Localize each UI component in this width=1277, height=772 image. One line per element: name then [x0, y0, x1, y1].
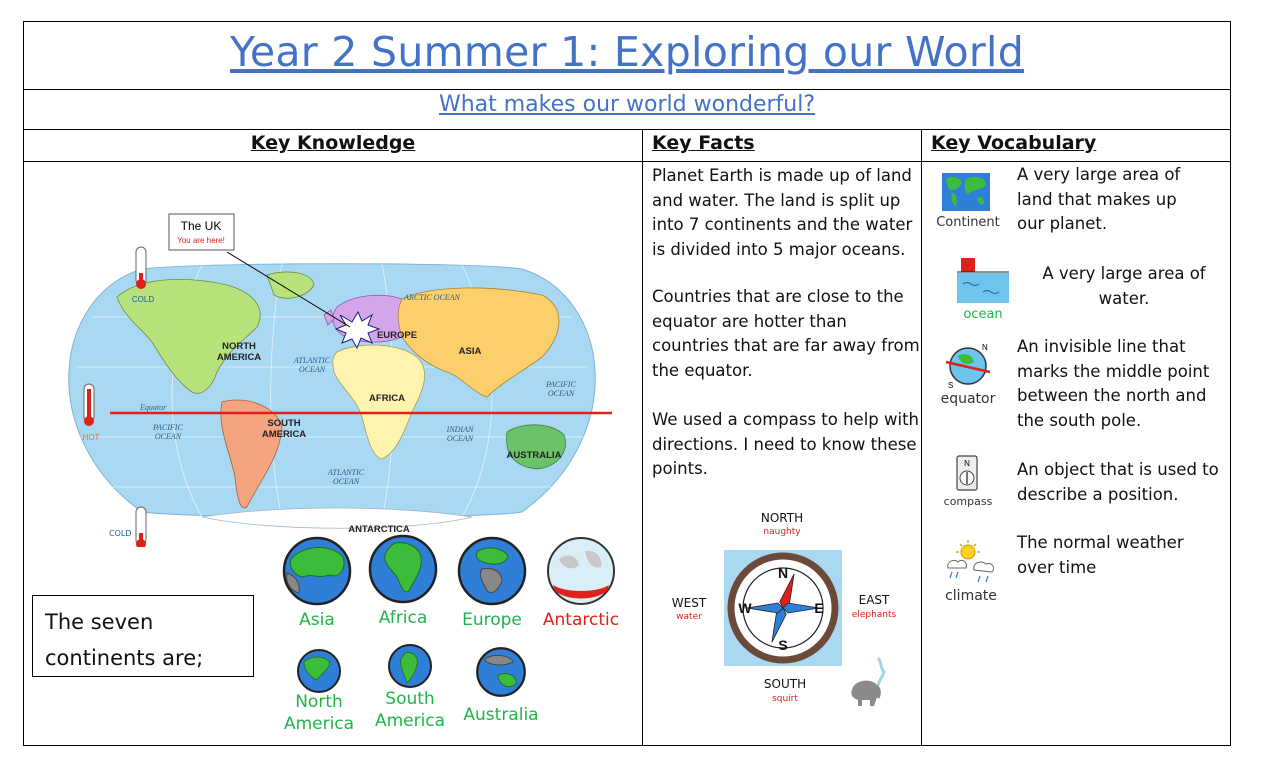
divider — [24, 89, 1230, 90]
ocean-icon — [957, 256, 1009, 308]
vocab-label-climate: climate — [945, 588, 997, 604]
vocab-label-continent: Continent — [936, 215, 1000, 230]
africa-label: Africa — [378, 608, 428, 628]
label-pacific-e-1: PACIFIC — [546, 380, 576, 389]
label-antarctica: ANTARCTICA — [348, 524, 410, 535]
page-subtitle: What makes our world wonderful? — [438, 92, 816, 117]
label-pacific-e-2: OCEAN — [547, 389, 575, 398]
label-atlantic-s-2: OCEAN — [332, 477, 360, 486]
label-pacific-w-2: OCEAN — [154, 432, 182, 441]
label-south-america-2: AMERICA — [261, 429, 307, 440]
label-australia: AUSTRALIA — [506, 450, 562, 461]
key-vocabulary-heading: Key Vocabulary — [931, 132, 1097, 154]
vocab-def-continent: A very large area of land that makes up our planet. — [1017, 165, 1181, 233]
north-america-label: North America — [283, 692, 355, 734]
knowledge-organiser — [23, 21, 1231, 746]
compass-east-label: EAST — [858, 593, 890, 607]
key-knowledge-heading: Key Knowledge — [250, 132, 416, 154]
compass-south-label: SOUTH — [763, 677, 807, 691]
label-atlantic-s-1: ATLANTIC — [327, 468, 365, 477]
antarctic-label: Antarctic — [542, 610, 620, 630]
label-atlantic-2: OCEAN — [298, 365, 326, 374]
hot-label: HOT — [82, 433, 100, 442]
label-indian-2: OCEAN — [446, 434, 474, 443]
europe-label: Europe — [462, 610, 522, 630]
label-north-america-2: AMERICA — [216, 352, 262, 363]
climate-weather-icon — [944, 540, 998, 588]
vocab-label-compass: compass — [943, 495, 993, 508]
compass-rose-icon — [724, 550, 842, 666]
compass-west-label: WEST — [671, 596, 707, 610]
label-europe: EUROPE — [376, 330, 418, 341]
fact-compass: We used a compass to help with directions. I need to know these points. — [652, 410, 920, 478]
label-africa: AFRICA — [369, 393, 405, 404]
compass-north-sub: naughty — [763, 527, 801, 537]
svg-text:S: S — [948, 381, 954, 390]
thermometer-cold-icon — [136, 507, 146, 547]
fact-equator: Countries that are close to the equator are hotter than countries that are far away from the equator. — [652, 287, 920, 380]
australia-label: Australia — [463, 705, 539, 725]
label-pacific-w-1: PACIFIC — [153, 423, 183, 432]
compass-east-sub: elephants — [851, 610, 897, 620]
compass-letter-e: E — [814, 600, 824, 616]
divider — [24, 129, 1230, 130]
compass-letter-s: S — [778, 637, 788, 653]
vocab-def-climate: The normal weather over time — [1017, 533, 1184, 577]
africa-globe-icon — [367, 533, 439, 605]
antarctic-globe-icon — [545, 535, 617, 607]
compass-south-sub: squirt — [772, 694, 798, 704]
fact-land-water: Planet Earth is made up of land and water. The land is split up into 7 continents and the water is divided into 5 major oceans. — [652, 166, 913, 259]
compass-west-sub: water — [676, 612, 702, 622]
south-america-globe-icon — [387, 643, 433, 689]
page-title: Year 2 Summer 1: Exploring our World — [229, 28, 1025, 76]
world-map — [52, 167, 612, 547]
cold-label-bottom: COLD — [109, 529, 132, 538]
asia-globe-icon — [281, 535, 353, 607]
svg-text:N: N — [982, 343, 988, 352]
uk-callout-title: The UK — [180, 219, 222, 233]
continent-map-icon — [942, 173, 990, 211]
south-america-label: South America — [374, 689, 446, 731]
australia-globe-icon — [475, 646, 527, 698]
label-indian-1: INDIAN — [446, 425, 474, 434]
seven-continents-box: The seven continents are; — [32, 595, 254, 677]
label-asia: ASIA — [458, 346, 482, 357]
asia-label: Asia — [299, 610, 335, 630]
svg-text:N: N — [964, 459, 970, 468]
divider — [642, 129, 643, 746]
vocab-def-ocean: A very large area of water. — [1042, 264, 1206, 308]
vocab-def-compass: An object that is used to describe a position. — [1017, 460, 1219, 504]
elephant-icon — [848, 656, 888, 708]
cold-label: COLD — [131, 295, 155, 304]
vocab-def-equator: An invisible line that marks the middle point between the north and the south pole. — [1017, 337, 1210, 430]
label-north-america-1: NORTH — [222, 341, 256, 352]
compass-letter-w: W — [738, 600, 752, 616]
divider — [24, 161, 1230, 162]
label-arctic-ocean: ARCTIC OCEAN — [404, 293, 460, 302]
compass-letter-n: N — [777, 565, 789, 581]
uk-callout-sub: You are here! — [177, 236, 225, 245]
label-atlantic-1: ATLANTIC — [293, 356, 331, 365]
key-facts-heading: Key Facts — [652, 132, 755, 154]
compass-device-icon — [955, 454, 979, 494]
north-america-globe-icon — [296, 648, 342, 694]
label-equator: Equator — [140, 403, 167, 412]
vocab-label-equator: equator — [940, 391, 996, 407]
compass-north-label: NORTH — [760, 511, 804, 525]
vocab-label-ocean: ocean — [963, 307, 1003, 322]
europe-globe-icon — [456, 535, 528, 607]
label-south-america-1: SOUTH — [267, 418, 301, 429]
equator-globe-icon — [944, 342, 992, 390]
